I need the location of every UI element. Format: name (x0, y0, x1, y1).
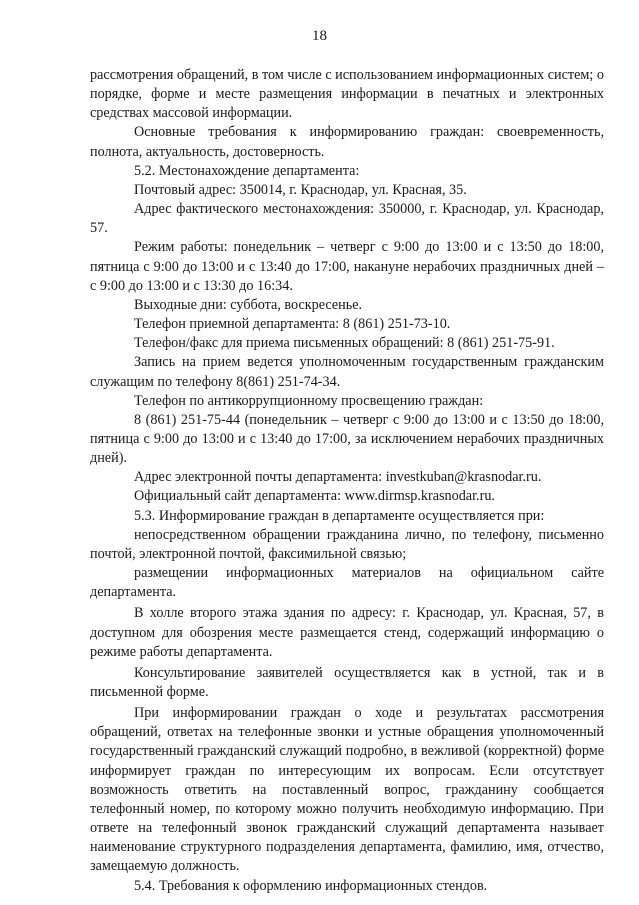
section-heading-5-4: 5.4. Требования к оформлению информационных стендов. (134, 877, 488, 894)
paragraph-website: Официальный сайт департамента: www.dirmsp.krasnodar.ru. (134, 488, 495, 505)
page-number: 18 (312, 28, 327, 44)
paragraph-days-off: Выходные дни: суббота, воскресенье. (134, 296, 363, 313)
paragraph-fax: Телефон/факс для приема письменных обращений: 8 (861) 251-75-91. (134, 335, 555, 352)
paragraph-work-hours: Режим работы: понедельник – четверг с 9:00 до 13:00 и с 13:50 до 18:00, пятница с 9:00 до 13:00 и с 13:40 до 17:00, накануне нерабочих праздничных дней – с 9:00 до 13:00 и с 13:30 до 16:34. (90, 239, 604, 294)
paragraph-actual-address: Адрес фактического местонахождения: 350000, г. Краснодар, ул. Краснодар, 57. (90, 201, 604, 237)
paragraph-anticorruption-hours: 8 (861) 251-75-44 (понедельник – четверг с 9:00 до 13:00 и с 13:50 до 18:00, пятница с 9:00 до 13:00 и с 13:40 до 17:00, за исключением нерабочих праздничных дней). (90, 411, 604, 467)
list-item-website-materials: размещении информационных материалов на официальном сайте департамента. (90, 565, 604, 601)
section-heading-5-3: 5.3. Информирование граждан в департаменте осуществляется при: (134, 507, 545, 524)
document-body (90, 66, 604, 896)
paragraph-postal-address: Почтовый адрес: 350014, г. Краснодар, ул. Красная, 35. (134, 181, 467, 198)
paragraph-email: Адрес электронной почты департамента: investkuban@krasnodar.ru. (134, 469, 542, 486)
paragraph-appointment: Запись на прием ведется уполномоченным государственным гражданским служащим по телефону 8(861) 251-74-34. (90, 354, 604, 390)
section-heading-5-2: 5.2. Местонахождение департамента: (134, 162, 360, 179)
paragraph-reception-phone: Телефон приемной департамента: 8 (861) 251-73-10. (134, 316, 451, 333)
list-item-direct-contact: непосредственном обращении гражданина лично, по телефону, письменно почтой, электронной почтой, факсимильной связью; (90, 526, 604, 562)
paragraph-informing: При информировании граждан о ходе и результатах рассмотрения обращений, ответах на телефонные звонки и устные обращения уполномоченный государственный гражданский служащий подробно, в вежливой (корректной) форме информирует граждан по интересующим их вопросам. Если отсутствует возможность ответить на поставленный вопрос, гражданину сообщается телефонный номер, по которому можно получить необходимую информацию. При ответе на телефонный звонок гражданский служащий департамента называет наименование структурного подразделения департамента, фамилию, имя, отчество, замещаемую должность. (90, 705, 604, 875)
paragraph-continuation: рассмотрения обращений, в том числе с использованием информационных систем; о порядке, форме и месте размещения информации в печатных и электронных средствах массовой информации. (90, 67, 604, 122)
paragraph-consulting: Консультирование заявителей осуществляется как в устной, так и в письменной форме. (90, 664, 604, 700)
paragraph-anticorruption-phone: Телефон по антикоррупционному просвещению граждан: (134, 392, 484, 409)
paragraph-stand: В холле второго этажа здания по адресу: г. Краснодар, ул. Красная, 57, в доступном для обозрения месте размещается стенд, содержащий информацию о режиме работы департамента. (90, 605, 604, 660)
paragraph-requirements: Основные требования к информированию граждан: своевременность, полнота, актуальность, достоверность. (90, 124, 604, 160)
